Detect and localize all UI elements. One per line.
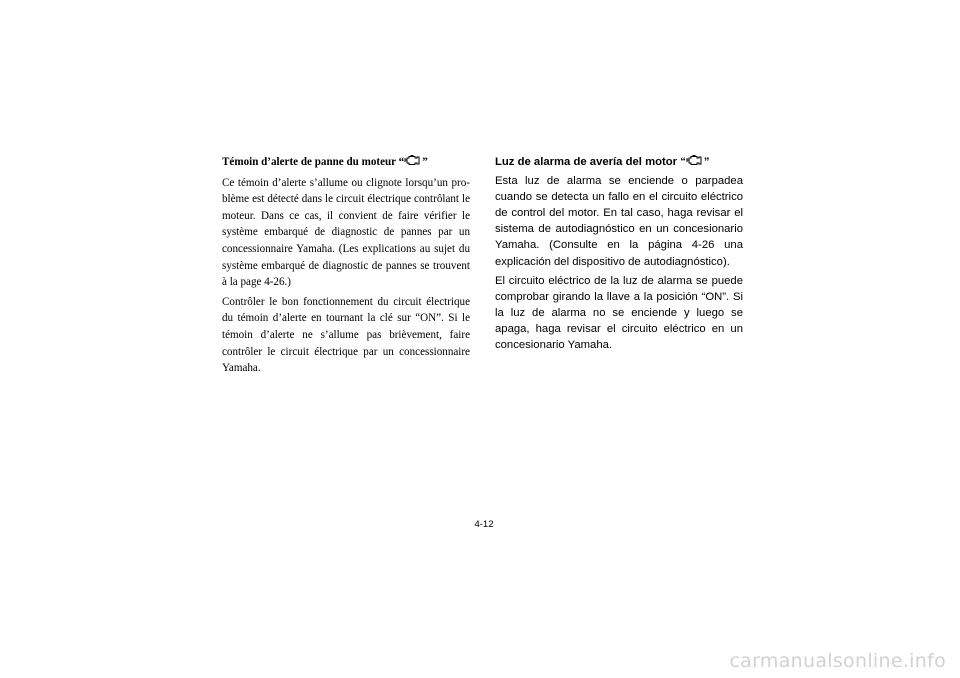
engine-warning-icon xyxy=(686,155,704,166)
spanish-heading-text: Luz de alarma de avería del motor “ xyxy=(495,156,686,168)
engine-warning-icon xyxy=(404,155,422,166)
spanish-paragraph-1: Esta luz de alarma se enciende o parpadea cuando se detecta un fallo en el circuito eléctrico de control del motor. En tal caso, haga revisar el sistema de autodiagnóstico en un concesionario Yamaha. (Consulte en la página 4-26 una explicación del dispositivo de autodiagnóstico). xyxy=(495,175,743,268)
french-heading-close-quote: ” xyxy=(422,156,428,168)
french-heading-text: Témoin d’alerte de panne du moteur “ xyxy=(222,156,405,168)
french-heading xyxy=(222,154,470,171)
spanish-heading xyxy=(495,154,743,170)
french-column xyxy=(222,154,470,380)
spanish-paragraph-2: El circuito eléctrico de la luz de alarma se puede comprobar girando la llave a la posición “ON”. Si la luz de alarma no se enciende y luego se apaga, haga revisar el circuito eléctrico en un concesionario Yamaha. xyxy=(495,274,743,352)
page-number: 4-12 xyxy=(474,519,494,530)
french-paragraph-2: Contrôler le bon fonctionnement du circuit électrique du témoin d’alerte en tournant la clé sur “ON”. Si le témoin d’alerte ne s’allume pas brièvement, faire contrôler le circuit électrique par un concessionnaire Yamaha. xyxy=(222,295,470,375)
french-paragraph-1: Ce témoin d’alerte s’allume ou clignote lorsqu’un problème est détecté dans le circuit électrique contrôlant le moteur. Dans ce cas, il convient de faire vérifier le système embarqué de diagnostic de pannes par un concessionnaire Yamaha. (Les explications au sujet du système embarqué de diagnostic de pannes se trouvent à la page 4-26.) xyxy=(222,176,470,289)
spanish-heading-close-quote: ” xyxy=(703,156,710,168)
spanish-column xyxy=(495,154,743,356)
watermark: carmanualsonline.info xyxy=(729,650,946,672)
